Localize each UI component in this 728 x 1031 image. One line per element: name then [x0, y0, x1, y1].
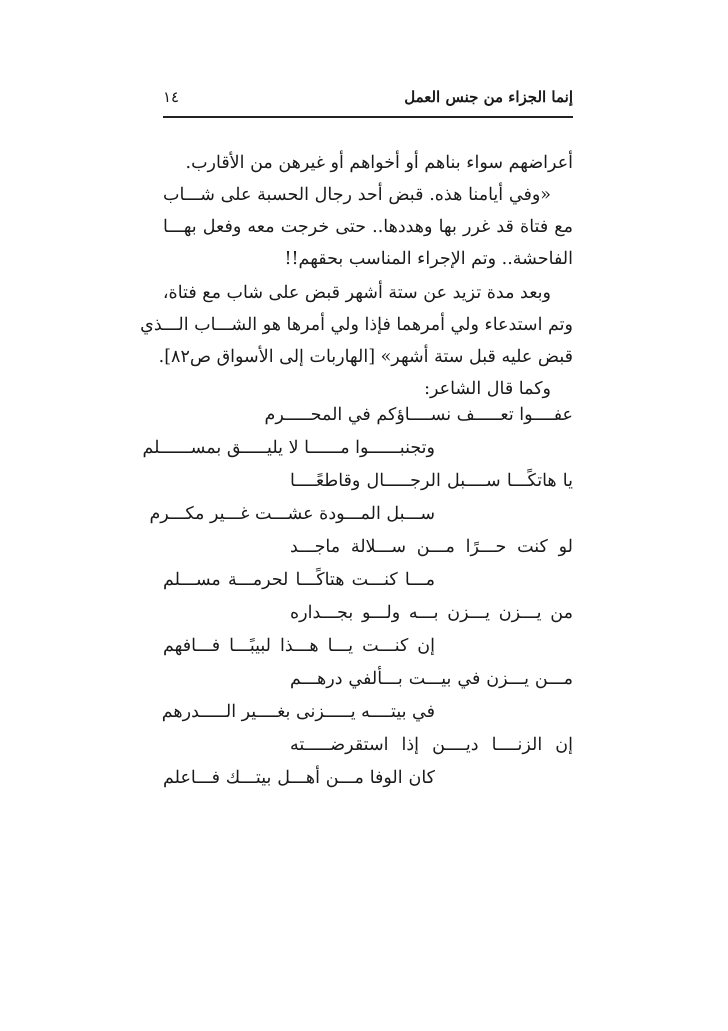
text-line: وبعد مدة تزيد عن ستة أشهر قبض على شاب مع فتاة، — [162, 283, 551, 303]
poem-hemistich: كان الوفا مـــن أهـــل بيتـــك فـــاعلم — [163, 768, 435, 788]
text-line: مع فتاة قد غرر بها وهددها.. حتى خرجت معه وفعل بهـــا — [163, 217, 573, 237]
text-line: قبض عليه قبل ستة أشهر» [الهاربات إلى الأسواق ص٨٢]. — [158, 347, 573, 367]
header-rule — [163, 116, 573, 118]
poem-hemistich: عفــــوا تعـــــف نســــاؤكم في المحـــــرم — [264, 405, 573, 425]
poem-hemistich: ســـبل المـــودة عشـــت غـــير مكـــرم — [149, 504, 435, 524]
poem-intro: وكما قال الشاعر: — [424, 379, 551, 399]
poem-hemistich: مـــن يـــزن في بيـــت بـــألفي درهـــم — [290, 669, 573, 689]
poem-hemistich: يا هاتكًـــا ســــبل الرجـــــال وقاطعًــــا — [290, 471, 573, 491]
text-line: الفاحشة.. وتم الإجراء المناسب بحقهم!! — [284, 249, 573, 269]
poem-hemistich: في بيتــــه يـــــزنى بغــــير الـــــدرهم — [161, 702, 435, 722]
text-line: أعراضهم سواء بناهم أو أخواهم أو غيرهن من الأقارب. — [185, 153, 573, 173]
text-line: وتم استدعاء ولي أمرهما فإذا ولي أمرها هو الشـــاب الـــذي — [140, 315, 573, 335]
text-line: «وفي أيامنا هذه. قبض أحد رجال الحسبة على شـــاب — [163, 185, 551, 205]
poem-hemistich: من يـــزن يـــزن بـــه ولـــو بجـــداره — [290, 603, 573, 623]
page-header — [163, 82, 573, 116]
poem-hemistich: إن كنـــت يـــا هـــذا لبيبًـــا فـــافهم — [163, 636, 435, 656]
poem-hemistich: لو كنت حـــرًا مـــن ســـلالة ماجـــد — [290, 537, 573, 557]
page-number: ١٤ — [163, 88, 180, 106]
poem-hemistich: إن الزنــــا ديــــن إذا استقرضـــــته — [290, 735, 573, 755]
poem-hemistich: مـــا كنـــت هتاكًـــا لحرمـــة مســـلم — [163, 570, 435, 590]
poem-hemistich: وتجنبــــــوا مــــــا لا يليـــــق بمســــــلم — [142, 438, 435, 458]
running-title: إنما الجزاء من جنس العمل — [404, 88, 573, 106]
